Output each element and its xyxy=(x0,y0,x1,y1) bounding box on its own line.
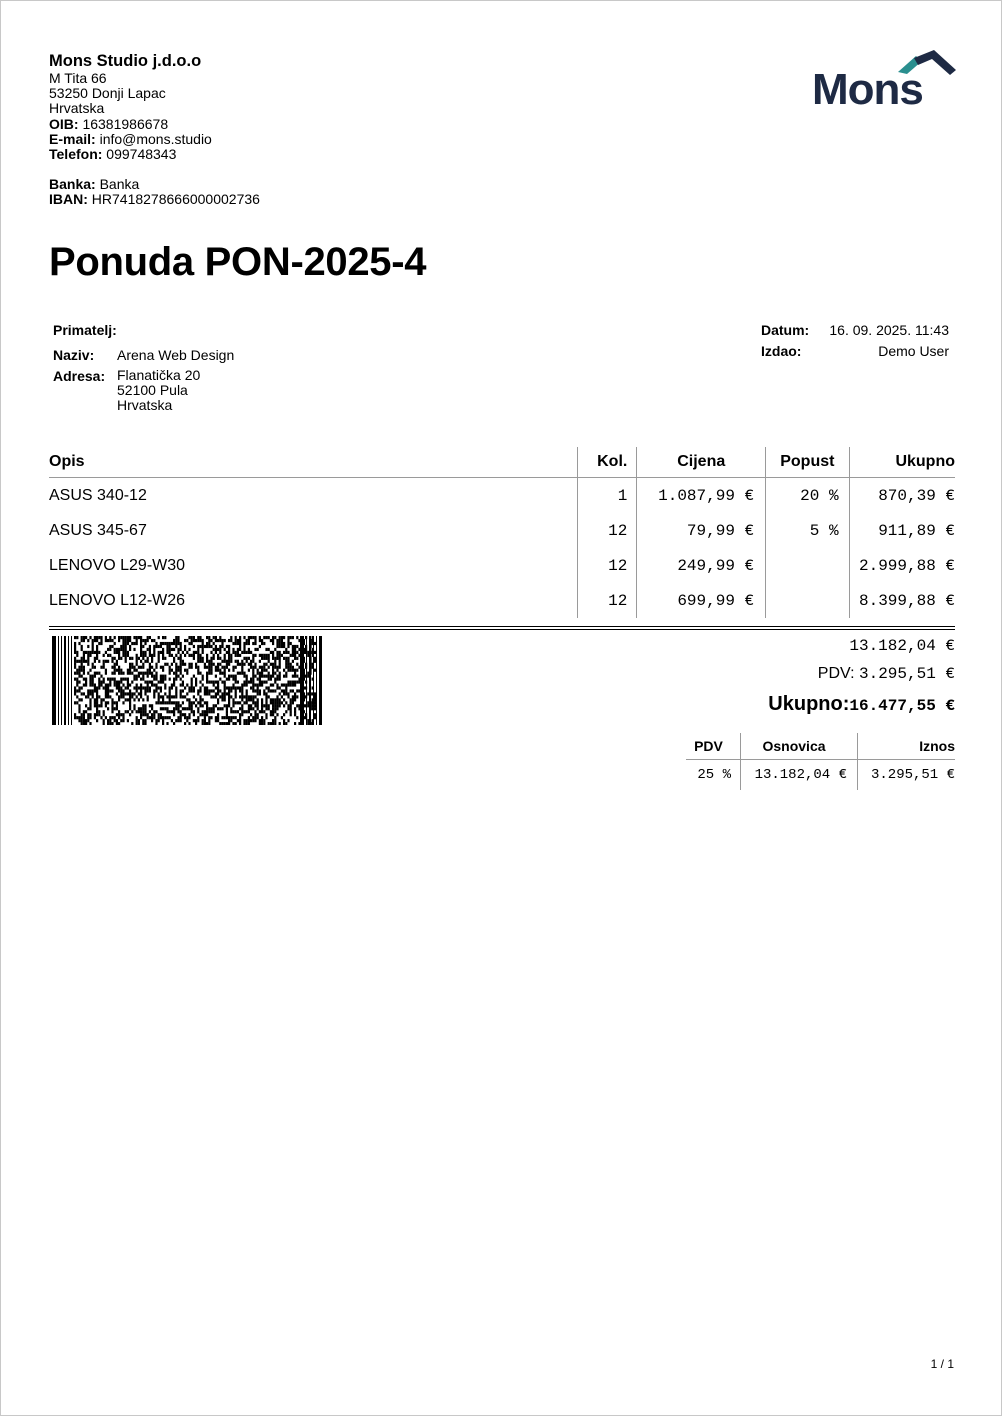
table-row xyxy=(49,478,955,514)
item-discount: 20 % xyxy=(766,478,849,514)
item-quantity: 12 xyxy=(578,583,637,618)
document-title: Ponuda PON-2025-4 xyxy=(49,240,427,284)
item-description: ASUS 340-12 xyxy=(49,486,147,504)
recipient-name: Arena Web Design xyxy=(117,347,235,363)
col-header-vat-amount: Iznos xyxy=(858,733,956,760)
item-quantity: 12 xyxy=(578,513,637,548)
mons-logo xyxy=(810,48,958,110)
company-name: Mons Studio j.d.o.o xyxy=(49,52,202,70)
col-header-description: Opis xyxy=(49,447,578,478)
totals-block xyxy=(768,636,955,718)
item-total: 2.999,88 € xyxy=(849,548,955,583)
page-number: 1 / 1 xyxy=(930,1357,954,1371)
item-description: ASUS 345-67 xyxy=(49,521,147,539)
totals-divider xyxy=(49,626,955,630)
date-label: Datum: xyxy=(761,322,810,338)
company-bank: Banka: Banka xyxy=(49,176,140,193)
svg-text:Mons: Mons xyxy=(812,65,923,110)
table-row xyxy=(686,760,955,791)
company-street: M Tita 66 xyxy=(49,70,107,86)
company-country: Hrvatska xyxy=(49,100,105,117)
item-price: 1.087,99 € xyxy=(637,478,766,514)
grand-total xyxy=(768,692,955,718)
col-header-price: Cijena xyxy=(637,447,766,478)
recipient-address-line: Hrvatska xyxy=(117,397,173,414)
item-quantity: 12 xyxy=(578,548,637,583)
vat-table xyxy=(686,733,955,790)
company-oib: OIB: 16381986678 xyxy=(49,115,169,132)
item-total: 870,39 € xyxy=(849,478,955,514)
vat-rate: 25 % xyxy=(697,767,731,783)
grand-total-label: Ukupno: xyxy=(768,693,850,715)
item-discount xyxy=(766,548,849,583)
recipient-address-label: Adresa: xyxy=(53,368,106,384)
col-header-discount: Popust xyxy=(766,447,849,478)
items-table xyxy=(49,447,955,618)
grand-total-value: 16.477,55 € xyxy=(849,697,955,715)
item-description: LENOVO L12-W26 xyxy=(49,591,186,609)
item-discount: 5 % xyxy=(766,513,849,548)
item-description: LENOVO L29-W30 xyxy=(49,556,186,574)
item-price: 249,99 € xyxy=(637,548,766,583)
vat-total-label: PDV: xyxy=(817,665,855,682)
item-total: 911,89 € xyxy=(849,513,955,548)
item-quantity: 1 xyxy=(578,478,637,514)
company-info xyxy=(49,52,260,208)
issuer-label: Izdao: xyxy=(761,343,802,359)
item-price: 699,99 € xyxy=(637,583,766,618)
vat-amount: 3.295,51 € xyxy=(858,760,956,791)
vat-base: 13.182,04 € xyxy=(741,760,858,791)
subtotal-value: 13.182,04 € xyxy=(849,637,955,655)
recipient-heading: Primatelj: xyxy=(53,322,117,338)
item-total: 8.399,88 € xyxy=(849,583,955,618)
col-header-quantity: Kol. xyxy=(578,447,637,478)
payment-barcode xyxy=(52,636,322,725)
document-meta xyxy=(761,322,949,364)
item-discount xyxy=(766,583,849,618)
recipient-name-label: Naziv: xyxy=(53,347,95,363)
issuer-value: Demo User xyxy=(878,343,949,359)
recipient-block xyxy=(53,322,234,414)
col-header-total: Ukupno xyxy=(849,447,955,478)
date-value: 16. 09. 2025. 11:43 xyxy=(829,322,949,338)
items-header-row xyxy=(49,447,955,478)
table-row xyxy=(49,583,955,618)
company-city: 53250 Donji Lapac xyxy=(49,85,166,102)
table-row xyxy=(49,513,955,548)
recipient-address-line: Flanatička 20 xyxy=(117,367,201,383)
vat-total-value: 3.295,51 € xyxy=(858,665,955,683)
table-row xyxy=(49,548,955,583)
company-iban: IBAN: HR7418278666000002736 xyxy=(49,191,260,208)
vat-header-row xyxy=(686,733,955,760)
vat-total xyxy=(768,664,955,692)
company-phone: Telefon: 099748343 xyxy=(49,146,177,163)
recipient-address-line: 52100 Pula xyxy=(117,382,188,399)
col-header-vat-rate: PDV xyxy=(686,733,741,760)
company-email: E-mail: info@mons.studio xyxy=(49,130,212,147)
item-price: 79,99 € xyxy=(637,513,766,548)
col-header-vat-base: Osnovica xyxy=(741,733,858,760)
